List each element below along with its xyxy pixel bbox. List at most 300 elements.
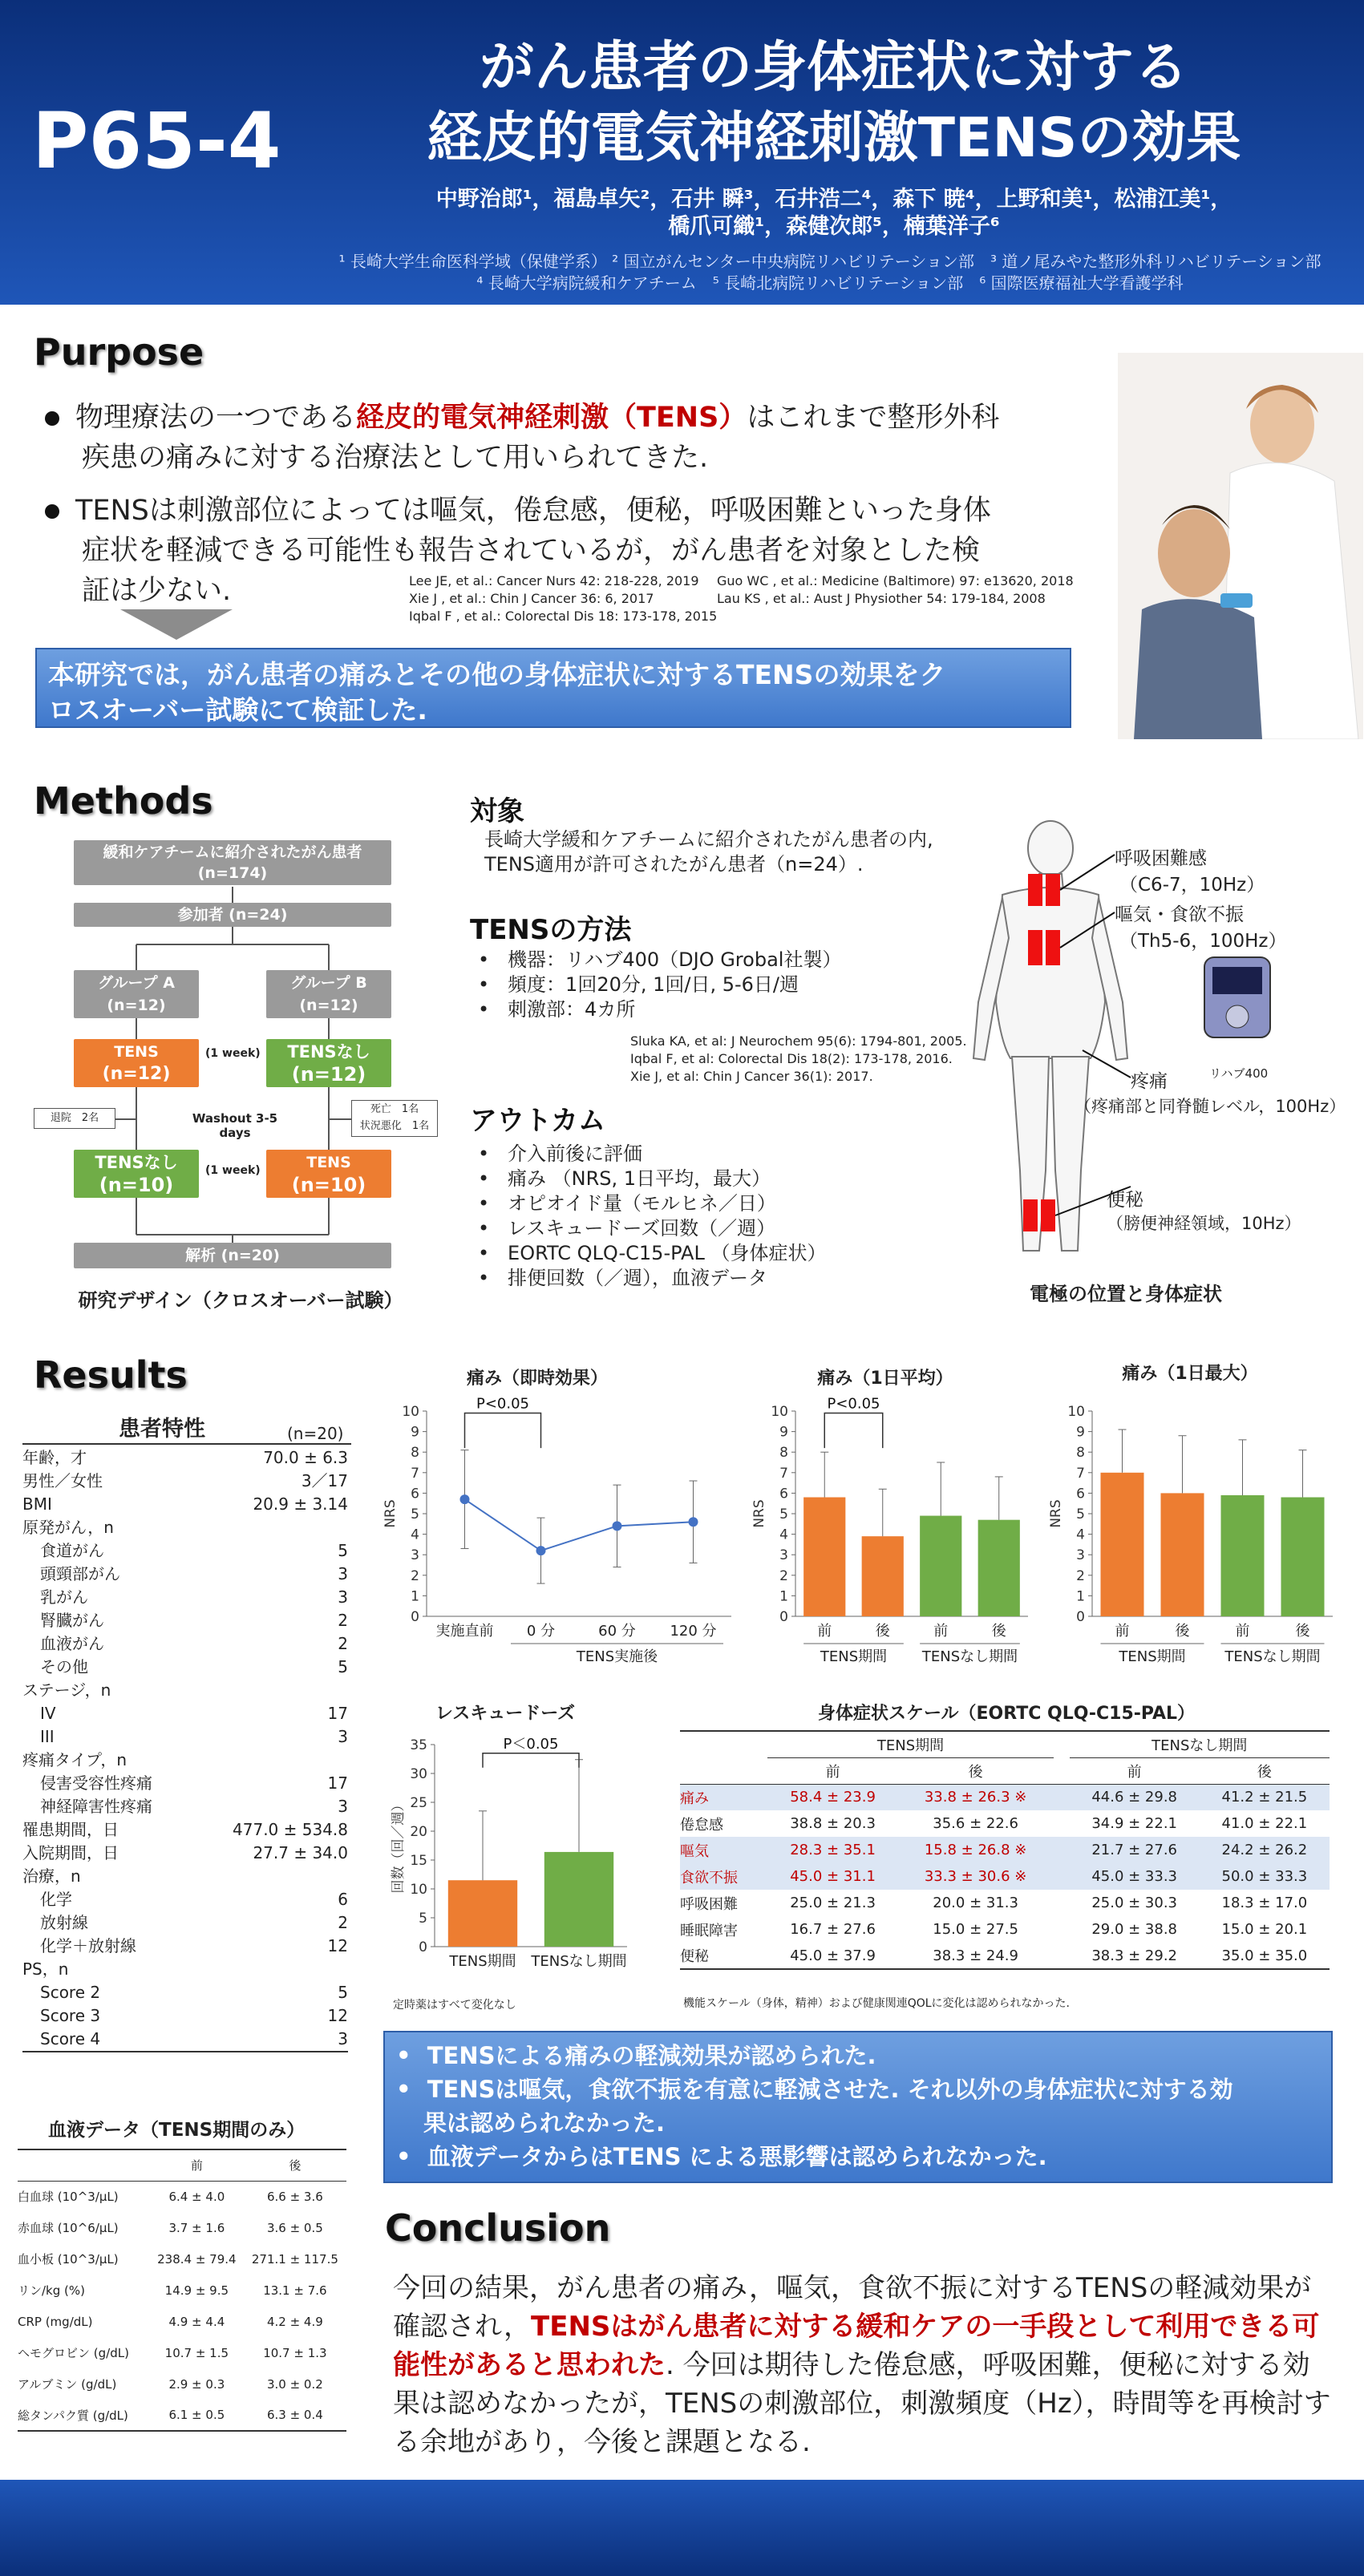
x-tick-label: 前 — [817, 1623, 832, 1640]
eortc-cell: 食欲不振 — [680, 1869, 738, 1887]
y-tick-label: 5 — [419, 1911, 427, 1927]
patient-row-label: 腎臓がん — [40, 1611, 104, 1630]
eortc-sub-header: 後 — [1200, 1757, 1330, 1784]
poster-id: P65-4 — [32, 96, 281, 186]
patient-row-label: Score 2 — [40, 1983, 101, 2002]
blood-row — [18, 2181, 346, 2212]
blood-cell: 6.4 ± 4.0 — [168, 2189, 225, 2204]
summary-item: • TENSによる痛みの軽減効果が認められた. — [396, 2042, 876, 2069]
subject-line-2: TENS適用が許可されたがん患者（n=24）. — [484, 853, 864, 876]
blood-cell: 血小板 (10^3/μL) — [18, 2252, 119, 2267]
patient-row — [22, 1958, 348, 1981]
flow-dropout-a: 退院 2名 — [34, 1108, 115, 1129]
patient-row — [22, 1842, 348, 1865]
eortc-cell: 44.6 ± 29.8 — [1091, 1789, 1177, 1806]
y-tick-label: 2 — [1076, 1567, 1085, 1584]
flow-dropout-b: 死亡 1名 状況悪化 1名 — [351, 1100, 438, 1137]
title-line-2: 経皮的電気神経刺激TENSの効果 — [427, 107, 1241, 170]
electrode-leg-right — [1041, 1199, 1055, 1231]
subject-heading: 対象 — [470, 795, 524, 827]
patient-row — [22, 1935, 348, 1958]
eortc-table — [680, 1730, 1330, 1970]
blood-cell: 238.4 ± 79.4 — [157, 2251, 237, 2267]
blood-cell: 4.2 ± 4.9 — [266, 2314, 323, 2329]
blood-cell: 6.6 ± 3.6 — [266, 2189, 323, 2204]
blood-cell: 総タンパク質 (g/dL) — [18, 2400, 150, 2431]
series-line — [465, 1499, 694, 1551]
y-tick-label: 0 — [1076, 1609, 1085, 1625]
y-tick-label: 1 — [779, 1588, 788, 1605]
patient-row-value: 477.0 ± 534.8 — [233, 1820, 348, 1839]
bar — [920, 1516, 961, 1616]
eortc-cell: 50.0 ± 33.3 — [1221, 1868, 1308, 1885]
summary-item: 果は認められなかった. — [423, 2109, 666, 2137]
patient-row — [22, 1493, 348, 1516]
patient-row-label: IV — [40, 1704, 56, 1723]
y-tick-label: 10 — [1067, 1404, 1085, 1420]
eortc-cell — [1054, 1810, 1070, 1837]
eortc-sub-header: 前 — [767, 1757, 897, 1784]
y-tick-label: 3 — [1076, 1547, 1085, 1564]
eortc-sub-header: 前 — [1070, 1757, 1200, 1784]
tens-method-heading: TENSの方法 — [470, 914, 632, 946]
y-tick-label: 8 — [411, 1445, 419, 1462]
patient-row-value: 12 — [327, 1936, 348, 1955]
y-tick-label: 6 — [779, 1486, 788, 1502]
chart-rescue-dose — [385, 1724, 658, 1996]
patient-row-label: ステージ，n — [22, 1680, 111, 1700]
blood-row — [18, 2368, 346, 2400]
x-group-label: TENS期間 — [820, 1648, 888, 1664]
y-tick-label: 10 — [410, 1882, 427, 1898]
eortc-row — [680, 1863, 1330, 1890]
eortc-cell — [1054, 1916, 1070, 1943]
eortc-row — [680, 1837, 1330, 1863]
chart-daily-max — [1042, 1392, 1347, 1664]
blood-cell: 6.1 ± 0.5 — [150, 2400, 244, 2431]
blood-cell: アルブミン (g/dL) — [18, 2377, 117, 2392]
eortc-title: 身体症状スケール（EORTC QLQ-C15-PAL） — [817, 1704, 1196, 1724]
data-point — [536, 1546, 546, 1555]
eortc-cell: 痛み — [680, 1789, 709, 1807]
blood-cell: リン/kg (%) — [18, 2283, 85, 2298]
patient-row-label: PS，n — [22, 1959, 69, 1979]
eortc-cell: 倦怠感 — [680, 1816, 723, 1834]
x-tick-label: 前 — [1235, 1623, 1250, 1640]
rescue-note: 定時薬はすべて変化なし — [393, 1999, 516, 2012]
eortc-cell: 15.0 ± 20.1 — [1221, 1921, 1308, 1938]
significance-bracket — [824, 1413, 883, 1449]
eortc-sub-header — [1054, 1757, 1070, 1784]
patient-row-value: 3 — [338, 1587, 348, 1607]
eortc-cell: 41.0 ± 22.1 — [1221, 1815, 1308, 1832]
patient-row-value — [195, 1679, 348, 1702]
purpose-bullet-2: TENSは刺激部位によっては嘔気，倦怠感，便秘，呼吸困難といった身体 — [45, 491, 1087, 531]
patient-row-value: 3／17 — [301, 1471, 348, 1490]
patient-row-label: 原発がん，n — [22, 1518, 114, 1537]
patient-row-value — [195, 1958, 348, 1981]
blood-cell: 3.0 ± 0.2 — [266, 2376, 323, 2392]
bar — [978, 1520, 1020, 1616]
patient-row-label: 化学 — [40, 1890, 72, 1909]
patient-row-label: 年齢，才 — [22, 1448, 87, 1467]
significance-label: P<0.05 — [827, 1395, 880, 1413]
flow-group-b-box: グループ B (n=12) — [266, 970, 391, 1018]
patient-row-label: BMI — [22, 1494, 52, 1514]
outcome-item: • 痛み （NRS, 1日平均，最大） — [478, 1167, 771, 1190]
patient-row-value: 20.9 ± 3.14 — [253, 1494, 348, 1514]
patient-row-label: 神経障害性疼痛 — [40, 1797, 152, 1816]
purpose-bullet-2-line-3: 証は少ない. — [82, 575, 232, 607]
chart-rescue-title: レスキュードーズ — [435, 1704, 576, 1724]
blood-cell: 3.7 ± 1.6 — [168, 2220, 225, 2235]
eortc-note: 機能スケール（身体，精神）および健康関連QOLに変化は認められなかった. — [683, 1997, 1071, 2010]
x-group-label: TENSなし期間 — [921, 1648, 1018, 1664]
eortc-cell: 38.3 ± 29.2 — [1070, 1943, 1200, 1969]
eortc-cell: 16.7 ± 27.6 — [790, 1921, 876, 1938]
eortc-period-header — [1054, 1731, 1070, 1757]
results-summary-box — [383, 2031, 1333, 2183]
blood-data-table — [18, 2149, 346, 2432]
eortc-cell: 33.3 ± 30.6 ※ — [924, 1868, 1027, 1885]
blood-cell: ヘモグロビン (g/dL) — [18, 2346, 129, 2360]
patient-row — [22, 1470, 348, 1493]
patient-row-value: 3 — [338, 1564, 348, 1583]
poster-footer — [0, 2480, 1364, 2576]
x-tick-label: 後 — [875, 1623, 890, 1640]
bar — [1161, 1493, 1204, 1616]
summary-item: • TENSは嘔気，食欲不振を有意に軽減させた. それ以外の身体症状に対する効 — [396, 2076, 1233, 2103]
electrode-th5-right — [1046, 930, 1060, 965]
x-tick-label: 120 分 — [670, 1623, 717, 1640]
purpose-references-right: Guo WC , et al.: Medicine (Baltimore) 97: e13620, 2018 Lau KS , et al.: Aust J Physiother 54: 179-184, 2008 — [717, 573, 1074, 606]
patient-row-label: 入院期間，日 — [22, 1843, 119, 1862]
authors-line-1: 中野治郎¹，福島卓矢²，石井 瞬³，石井浩二⁴，森下 暁⁴，上野和美¹，松浦江美¹， — [435, 187, 1232, 212]
patient-row-value: 6 — [338, 1890, 348, 1909]
x-tick-label: 0 分 — [526, 1623, 556, 1640]
bar — [448, 1880, 517, 1947]
y-tick-label: 30 — [410, 1766, 427, 1782]
patient-row — [22, 1609, 348, 1632]
eortc-period-header: TENSなし期間 — [1070, 1731, 1330, 1757]
eortc-cell: 睡眠障害 — [680, 1922, 738, 1939]
tens-treatment-photo — [1118, 353, 1363, 739]
y-tick-label: 9 — [411, 1424, 419, 1441]
tens-method-item: • 機器：リハブ400（DJO Grobal社製） — [478, 948, 842, 971]
patient-row — [22, 1772, 348, 1795]
eortc-cell: 41.2 ± 21.5 — [1221, 1789, 1308, 1806]
chart-immediate-title: 痛み（即時効果） — [466, 1369, 608, 1389]
y-axis-label: 回数（回／週） — [391, 1798, 407, 1894]
y-tick-label: 10 — [771, 1404, 788, 1420]
x-tick-label: 後 — [1175, 1623, 1190, 1640]
blood-row — [18, 2243, 346, 2275]
y-tick-label: 15 — [410, 1853, 427, 1869]
outcome-item: • 介入前後に評価 — [478, 1142, 643, 1165]
patient-row — [22, 1632, 348, 1656]
blood-row — [18, 2337, 346, 2368]
summary-item: • 血液データからはTENS による悪影響は認められなかった. — [396, 2143, 1047, 2170]
patient-table-n: (n=20) — [287, 1424, 344, 1443]
eortc-cell: 28.3 ± 35.1 — [790, 1842, 876, 1858]
flow-referred-box: 緩和ケアチームに紹介されたがん患者 (n=174) — [74, 840, 391, 885]
patient-row-value: 27.7 ± 34.0 — [253, 1843, 348, 1862]
y-tick-label: 4 — [779, 1527, 788, 1543]
blood-row — [18, 2275, 346, 2306]
device-label: リハブ400 — [1209, 1066, 1269, 1081]
eortc-period-header: TENS期間 — [767, 1731, 1053, 1757]
chart-immediate-effect — [377, 1392, 746, 1664]
y-tick-label: 7 — [1076, 1465, 1085, 1482]
patient-row — [22, 1888, 348, 1911]
electrode-caption: 電極の位置と身体症状 — [1030, 1283, 1222, 1305]
flow-week-label-1: (1 week) — [205, 1047, 261, 1060]
purpose-title: Purpose — [34, 330, 204, 374]
eortc-cell: 45.0 ± 31.1 — [790, 1868, 876, 1885]
patient-row-label: その他 — [40, 1657, 88, 1676]
y-tick-label: 8 — [1076, 1445, 1085, 1462]
electrode-th5-left — [1028, 930, 1042, 965]
patient-row-label: 食道がん — [40, 1541, 104, 1560]
data-point — [689, 1517, 698, 1527]
bar — [1221, 1495, 1265, 1616]
eortc-row — [680, 1890, 1330, 1916]
title-line-1: がん患者の身体症状に対する — [479, 36, 1188, 99]
rehab400-device-image — [1201, 954, 1273, 1042]
tens-method-item: • 刺激部：4カ所 — [478, 998, 636, 1021]
blood-header-cell: 前 — [150, 2149, 244, 2181]
x-group-label: TENS実施後 — [576, 1648, 658, 1664]
electrode-label-nausea: 嘔気・食欲不振 （Th5-6，100Hz） — [1115, 904, 1287, 952]
patient-row — [22, 1749, 348, 1772]
tens-method-references: Sluka KA, et al: J Neurochem 95(6): 1794-801, 2005. Iqbal F, et al: Colorectal Dis 18(2): 173-178, 2016. Xie J, et al: Chin J Cancer 36(1): 2017. — [630, 1033, 967, 1084]
y-tick-label: 4 — [1076, 1527, 1085, 1543]
eortc-row — [680, 1810, 1330, 1837]
poster-header — [0, 0, 1364, 305]
purpose-bullet-2-line-2: 症状を軽減できる可能性も報告されているが，がん患者を対象とした検 — [82, 535, 981, 567]
y-tick-label: 6 — [1076, 1486, 1085, 1502]
patient-row-label: Score 4 — [22, 2028, 195, 2052]
blood-table-title: 血液データ（TENS期間のみ） — [48, 2120, 306, 2141]
x-group-label: TENS期間 — [1119, 1648, 1186, 1664]
y-tick-label: 9 — [1076, 1424, 1085, 1441]
patient-row — [22, 1795, 348, 1818]
eortc-cell: 34.9 ± 22.1 — [1091, 1815, 1177, 1832]
eortc-row — [680, 1943, 1330, 1969]
eortc-cell: 29.0 ± 38.8 — [1091, 1921, 1177, 1938]
patient-row-label: III — [40, 1727, 55, 1746]
x-tick-label: 後 — [991, 1623, 1006, 1640]
patient-row — [22, 1563, 348, 1586]
blood-cell: 赤血球 (10^6/μL) — [18, 2221, 119, 2235]
purpose-bullet-1-line-2: 疾患の痛みに対する治療法として用いられてきた. — [82, 442, 709, 474]
patient-row-value: 5 — [338, 1541, 348, 1560]
y-tick-label: 2 — [779, 1567, 788, 1584]
flow-caption: 研究デザイン（クロスオーバー試験） — [78, 1289, 403, 1312]
y-tick-label: 6 — [411, 1486, 419, 1502]
patient-row-label: 男性／女性 — [22, 1471, 103, 1490]
eortc-sub-header — [680, 1757, 767, 1784]
x-tick-label: TENS期間 — [449, 1953, 516, 1970]
bar — [1101, 1473, 1144, 1616]
patient-row — [22, 2028, 348, 2052]
y-tick-label: 0 — [779, 1609, 788, 1625]
blood-header-cell: 後 — [244, 2149, 346, 2181]
y-tick-label: 25 — [410, 1795, 427, 1811]
x-tick-label: 後 — [1295, 1623, 1310, 1640]
eortc-cell: 嘔気 — [680, 1842, 709, 1860]
blood-cell: 白血球 (10^3/μL) — [18, 2190, 119, 2205]
y-tick-label: 1 — [411, 1588, 419, 1605]
patient-row — [22, 1981, 348, 2004]
tens-method-item: • 頻度：1回20分, 1回/日, 5-6日/週 — [478, 973, 799, 996]
patient-row-label: Score 3 — [40, 2006, 101, 2025]
eortc-cell — [1054, 1837, 1070, 1863]
x-tick-label: 前 — [1115, 1623, 1130, 1640]
affiliations-line-2: ⁴ 長崎大学病院緩和ケアチーム ⁵ 長崎北病院リハビリテーション部 ⁶ 国際医療福祉大学看護学科 — [476, 273, 1184, 293]
eortc-row — [680, 1784, 1330, 1810]
patient-row-value: 2 — [338, 1634, 348, 1653]
patient-row-label: 血液がん — [40, 1634, 104, 1653]
electrode-label-pain-detail: （疼痛部と同脊髄レベル，100Hz） — [1075, 1097, 1346, 1116]
flow-no-tens-1-box: TENSなし (n=12) — [266, 1039, 391, 1087]
patient-row-value — [195, 1516, 348, 1539]
flow-tens-2-box: TENS (n=10) — [266, 1150, 391, 1198]
patient-row-label: 乳がん — [40, 1587, 88, 1607]
patient-row-value: 17 — [327, 1773, 348, 1793]
patient-row-label: 侵害受容性疼痛 — [40, 1773, 152, 1793]
y-tick-label: 3 — [779, 1547, 788, 1564]
y-tick-label: 35 — [410, 1737, 427, 1753]
y-tick-label: 1 — [1076, 1588, 1085, 1605]
eortc-cell: 45.0 ± 37.9 — [767, 1943, 897, 1969]
conclusion-text: 今回の結果，がん患者の痛み，嘔気，食欲不振に対するTENSの軽減効果が確認され，TENSはがん患者に対する緩和ケアの一手段として利用できる可能性があると思われた. 今回は期待した倦怠感，呼吸困難，便秘に対する効果は認めなかったが，TENSの刺激部位，刺激頻度（Hz），時間等を再検討する余地があり，今後と課題となる. — [393, 2272, 1331, 2458]
eortc-cell: 18.3 ± 17.0 — [1221, 1895, 1308, 1911]
bar — [803, 1498, 845, 1616]
significance-bracket — [465, 1413, 541, 1449]
outcome-heading: アウトカム — [470, 1105, 605, 1137]
electrode-c6-right — [1046, 874, 1060, 906]
eortc-cell: 15.0 ± 27.5 — [933, 1921, 1018, 1938]
eortc-cell: 21.7 ± 27.6 — [1091, 1842, 1177, 1858]
blood-cell: 271.1 ± 117.5 — [251, 2251, 338, 2267]
blood-cell: 4.9 ± 4.4 — [168, 2314, 225, 2329]
blood-header-cell — [18, 2149, 150, 2181]
y-tick-label: 8 — [779, 1445, 788, 1462]
y-axis-label: NRS — [751, 1499, 767, 1528]
chart-daily-max-title: 痛み（1日最大） — [1122, 1364, 1258, 1384]
patient-row-value: 3 — [195, 2028, 348, 2052]
patient-row-value: 17 — [327, 1704, 348, 1723]
blood-cell: 2.9 ± 0.3 — [168, 2376, 225, 2392]
conclusion-title: Conclusion — [385, 2206, 611, 2250]
electrode-label-dyspnea: 呼吸困難感 （C6-7，10Hz） — [1115, 848, 1265, 896]
x-tick-label: 前 — [933, 1623, 949, 1640]
patient-row-value — [195, 1865, 348, 1888]
y-tick-label: 5 — [1076, 1506, 1085, 1523]
patient-row — [22, 1446, 348, 1470]
blood-cell: 6.3 ± 0.4 — [244, 2400, 346, 2431]
blood-cell: 10.7 ± 1.3 — [263, 2345, 327, 2360]
subject-line-1: 長崎大学緩和ケアチームに紹介されたがん患者の内, — [484, 828, 933, 851]
outcome-item: • EORTC QLQ-C15-PAL （身体症状） — [478, 1242, 827, 1264]
outcome-item: • レスキュードーズ回数（／週） — [478, 1217, 776, 1239]
bar — [1281, 1498, 1325, 1616]
data-point — [460, 1494, 470, 1504]
patient-row-value: 3 — [338, 1727, 348, 1746]
chart-daily-avg-title: 痛み（1日平均） — [817, 1369, 953, 1389]
patient-row — [22, 1516, 348, 1539]
outcome-item: • オピオイド量（モルヒネ／日） — [478, 1192, 776, 1215]
bullet-dot — [45, 504, 59, 519]
eortc-cell — [1054, 1890, 1070, 1916]
purpose-bullet-1: 物理療法の一つである経皮的電気神経刺激（TENS）はこれまで整形外科 — [45, 398, 1087, 438]
y-tick-label: 7 — [411, 1465, 419, 1482]
patient-row-value: 5 — [338, 1983, 348, 2002]
x-tick-label: TENSなし期間 — [531, 1953, 627, 1970]
significance-bracket — [483, 1753, 579, 1768]
flow-group-a-box: グループ A (n=12) — [74, 970, 199, 1018]
methods-title: Methods — [34, 779, 213, 823]
patient-row-label: 放射線 — [40, 1913, 88, 1932]
eortc-cell: 便秘 — [680, 1943, 767, 1969]
patient-row-value: 12 — [327, 2006, 348, 2025]
eortc-cell — [1054, 1943, 1070, 1969]
flow-tens-1-box: TENS (n=12) — [74, 1039, 199, 1087]
y-tick-label: 5 — [779, 1506, 788, 1523]
purpose-references-left: Lee JE, et al.: Cancer Nurs 42: 218-228, 2019 Xie J , et al.: Chin J Cancer 36: 6, 2017 Iqbal F , et al.: Colorectal Dis 18: 173-178, 2015 — [409, 573, 718, 624]
patient-row — [22, 1818, 348, 1842]
patient-row-value: 70.0 ± 6.3 — [263, 1448, 348, 1467]
eortc-sub-header: 後 — [898, 1757, 1054, 1784]
patient-characteristics-table — [22, 1446, 348, 2052]
patient-row — [22, 1911, 348, 1935]
x-tick-label: 実施直前 — [435, 1623, 494, 1640]
y-axis-label: NRS — [1048, 1499, 1064, 1528]
flow-week-label-2: (1 week) — [205, 1164, 261, 1177]
electrode-c6-left — [1028, 874, 1042, 906]
patient-row — [22, 1725, 348, 1749]
down-arrow-icon — [120, 609, 233, 641]
eortc-cell: 38.8 ± 20.3 — [790, 1815, 876, 1832]
outcome-list — [478, 1142, 826, 1291]
eortc-cell: 33.8 ± 26.3 ※ — [924, 1789, 1027, 1806]
y-axis-label: NRS — [382, 1499, 399, 1528]
eortc-period-header — [680, 1731, 767, 1757]
patient-table-rule — [22, 1443, 351, 1445]
y-tick-label: 20 — [410, 1824, 427, 1840]
x-group-label: TENSなし期間 — [1224, 1648, 1321, 1664]
eortc-cell: 15.8 ± 26.8 ※ — [924, 1842, 1027, 1858]
patient-row-value: 2 — [338, 1913, 348, 1932]
purpose-statement-box: 本研究では，がん患者の痛みとその他の身体症状に対するTENSの効果をク ロスオーバー試験にて検証した. — [35, 648, 1071, 728]
patient-table-title: 患者特性 — [119, 1417, 205, 1442]
patient-row — [22, 1539, 348, 1563]
flow-participants-box: 参加者 (n=24) — [74, 903, 391, 927]
y-tick-label: 2 — [411, 1567, 419, 1584]
eortc-cell: 25.0 ± 30.3 — [1091, 1895, 1177, 1911]
blood-cell: 14.9 ± 9.5 — [164, 2283, 229, 2298]
flow-washout-label: Washout 3-5 days — [192, 1111, 278, 1140]
patient-row — [22, 1679, 348, 1702]
patient-row-value: 3 — [338, 1797, 348, 1816]
eortc-cell: 58.4 ± 23.9 — [790, 1789, 876, 1806]
y-tick-label: 5 — [411, 1506, 419, 1523]
bar — [862, 1536, 904, 1616]
blood-cell: 3.6 ± 0.5 — [266, 2220, 323, 2235]
bullet-dot — [45, 411, 59, 426]
data-point — [613, 1521, 622, 1531]
